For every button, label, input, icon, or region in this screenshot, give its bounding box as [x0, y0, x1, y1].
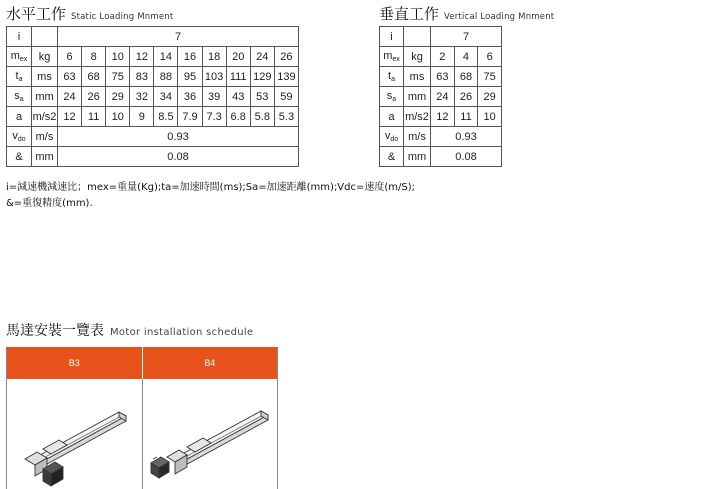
table-cell: 6.8 — [226, 107, 250, 127]
table-cell: 24 — [250, 47, 274, 67]
table-cell: 5.3 — [274, 107, 298, 127]
column-header-b3: B3 — [68, 358, 80, 368]
table-cell: 8 — [82, 47, 106, 67]
table-cell: 6 — [478, 47, 502, 67]
table-cell: 26 — [454, 87, 478, 107]
table-cell: 68 — [454, 67, 478, 87]
table-row — [380, 27, 502, 47]
table-cell: 7.3 — [202, 107, 226, 127]
motor-title-zh: 馬達安裝一覽表 — [6, 323, 104, 339]
table-cell: 39 — [202, 87, 226, 107]
table-cell: 43 — [226, 87, 250, 107]
legend-notes — [6, 180, 415, 212]
table-cell: 12 — [431, 107, 455, 127]
table-cell: 14 — [154, 47, 178, 67]
table-cell: 10 — [478, 107, 502, 127]
table-row — [380, 67, 502, 87]
row-label-mex: $m_{ex}$ — [7, 47, 32, 67]
table-cell: 12 — [130, 47, 154, 67]
unit-cell: mm — [404, 87, 431, 107]
table-cell: 8.5 — [154, 107, 178, 127]
motor-cell-b3 — [7, 379, 142, 489]
table-cell: 129 — [250, 67, 274, 87]
ratio-value: 7 — [431, 27, 502, 47]
speed-value: 0.93 — [58, 127, 299, 147]
table-cell: 4 — [454, 47, 478, 67]
table-cell: 103 — [202, 67, 226, 87]
unit-cell: ms — [404, 67, 431, 87]
unit-cell: kg — [404, 47, 431, 67]
unit-cell: mm — [404, 147, 431, 167]
static-title-en: Static Loading Mnment — [71, 12, 174, 22]
motor-cell-b4 — [142, 379, 278, 489]
table-cell: 95 — [178, 67, 202, 87]
column-header-b4: B4 — [142, 347, 278, 379]
row-label-a: a — [7, 107, 32, 127]
notes-line-2: &=重復精度(mm). — [6, 198, 93, 209]
motor-section-title — [6, 320, 253, 340]
motor-table-header — [7, 347, 277, 379]
table-cell: 75 — [106, 67, 130, 87]
table-cell: 32 — [130, 87, 154, 107]
unit-cell: m/s — [404, 127, 431, 147]
table-cell: 68 — [82, 67, 106, 87]
unit-cell: mm — [32, 87, 58, 107]
unit-cell-empty — [32, 27, 58, 47]
table-cell: 63 — [58, 67, 82, 87]
unit-cell: m/s — [32, 127, 58, 147]
table-cell: 9 — [130, 107, 154, 127]
table-cell: 12 — [58, 107, 82, 127]
row-label-sa: $s_a$ — [380, 87, 404, 107]
table-row — [380, 87, 502, 107]
row-label-ta: $t_a$ — [380, 67, 404, 87]
table-row — [7, 27, 299, 47]
row-label-vdo: $v_{do}$ — [380, 127, 404, 147]
row-label-sa: $s_a$ — [7, 87, 32, 107]
table-row — [7, 87, 299, 107]
table-row — [7, 107, 299, 127]
row-label-i: i — [7, 27, 32, 47]
linear-actuator-b4-icon — [143, 379, 277, 489]
motor-installation-table — [6, 347, 278, 489]
table-cell: 11 — [82, 107, 106, 127]
vertical-section-title — [379, 3, 554, 24]
table-row — [7, 47, 299, 67]
static-loading-table — [6, 26, 299, 167]
motor-table-body — [7, 379, 277, 489]
table-cell: 139 — [274, 67, 298, 87]
static-title-zh: 水平工作 — [6, 5, 67, 23]
table-cell: 29 — [106, 87, 130, 107]
table-row — [380, 147, 502, 167]
table-row — [7, 147, 299, 167]
row-label-vdo: $v_{do}$ — [7, 127, 32, 147]
vertical-title-zh: 垂直工作 — [379, 5, 440, 23]
row-label-i: i — [380, 27, 404, 47]
unit-cell: mm — [32, 147, 58, 167]
vertical-loading-table — [379, 26, 502, 167]
table-cell: 24 — [431, 87, 455, 107]
table-cell: 24 — [58, 87, 82, 107]
table-cell: 29 — [478, 87, 502, 107]
table-cell: 34 — [154, 87, 178, 107]
table-cell: 7.9 — [178, 107, 202, 127]
unit-cell: ms — [32, 67, 58, 87]
table-cell: 26 — [82, 87, 106, 107]
table-cell: 16 — [178, 47, 202, 67]
table-cell: 11 — [454, 107, 478, 127]
motor-title-en: Motor installation schedule — [110, 327, 254, 338]
unit-cell: m/s2 — [404, 107, 431, 127]
row-label-repeatability: & — [380, 147, 404, 167]
row-label-ta: $t_a$ — [7, 67, 32, 87]
unit-cell: kg — [32, 47, 58, 67]
table-cell: 6 — [58, 47, 82, 67]
table-cell: 75 — [478, 67, 502, 87]
table-cell: 63 — [431, 67, 455, 87]
table-cell: 83 — [130, 67, 154, 87]
table-cell: 53 — [250, 87, 274, 107]
table-cell: 18 — [202, 47, 226, 67]
table-cell: 36 — [178, 87, 202, 107]
row-label-mex: $m_{ex}$ — [380, 47, 404, 67]
table-cell: 111 — [226, 67, 250, 87]
table-cell: 26 — [274, 47, 298, 67]
table-cell: 59 — [274, 87, 298, 107]
table-row — [380, 47, 502, 67]
linear-actuator-b3-icon — [7, 379, 141, 489]
table-cell: 2 — [431, 47, 455, 67]
speed-value: 0.93 — [431, 127, 502, 147]
table-cell: 20 — [226, 47, 250, 67]
table-cell: 5.8 — [250, 107, 274, 127]
repeatability-value: 0.08 — [58, 147, 299, 167]
table-row — [380, 127, 502, 147]
row-label-a: a — [380, 107, 404, 127]
repeatability-value: 0.08 — [431, 147, 502, 167]
notes-line-1: i=減速機減速比；mex=重量(Kg);ta=加速時間(ms);Sa=加速距離(mm);Vdc=速度(m/S); — [6, 182, 416, 193]
table-cell: 10 — [106, 107, 130, 127]
vertical-title-en: Vertical Loading Mnment — [444, 12, 555, 22]
table-row — [7, 127, 299, 147]
static-section-title — [6, 3, 173, 24]
table-cell: 10 — [106, 47, 130, 67]
table-cell: 88 — [154, 67, 178, 87]
table-row — [7, 67, 299, 87]
unit-cell: m/s2 — [32, 107, 58, 127]
row-label-repeatability: & — [7, 147, 32, 167]
unit-cell-empty — [404, 27, 431, 47]
ratio-value: 7 — [58, 27, 299, 47]
table-row — [380, 107, 502, 127]
